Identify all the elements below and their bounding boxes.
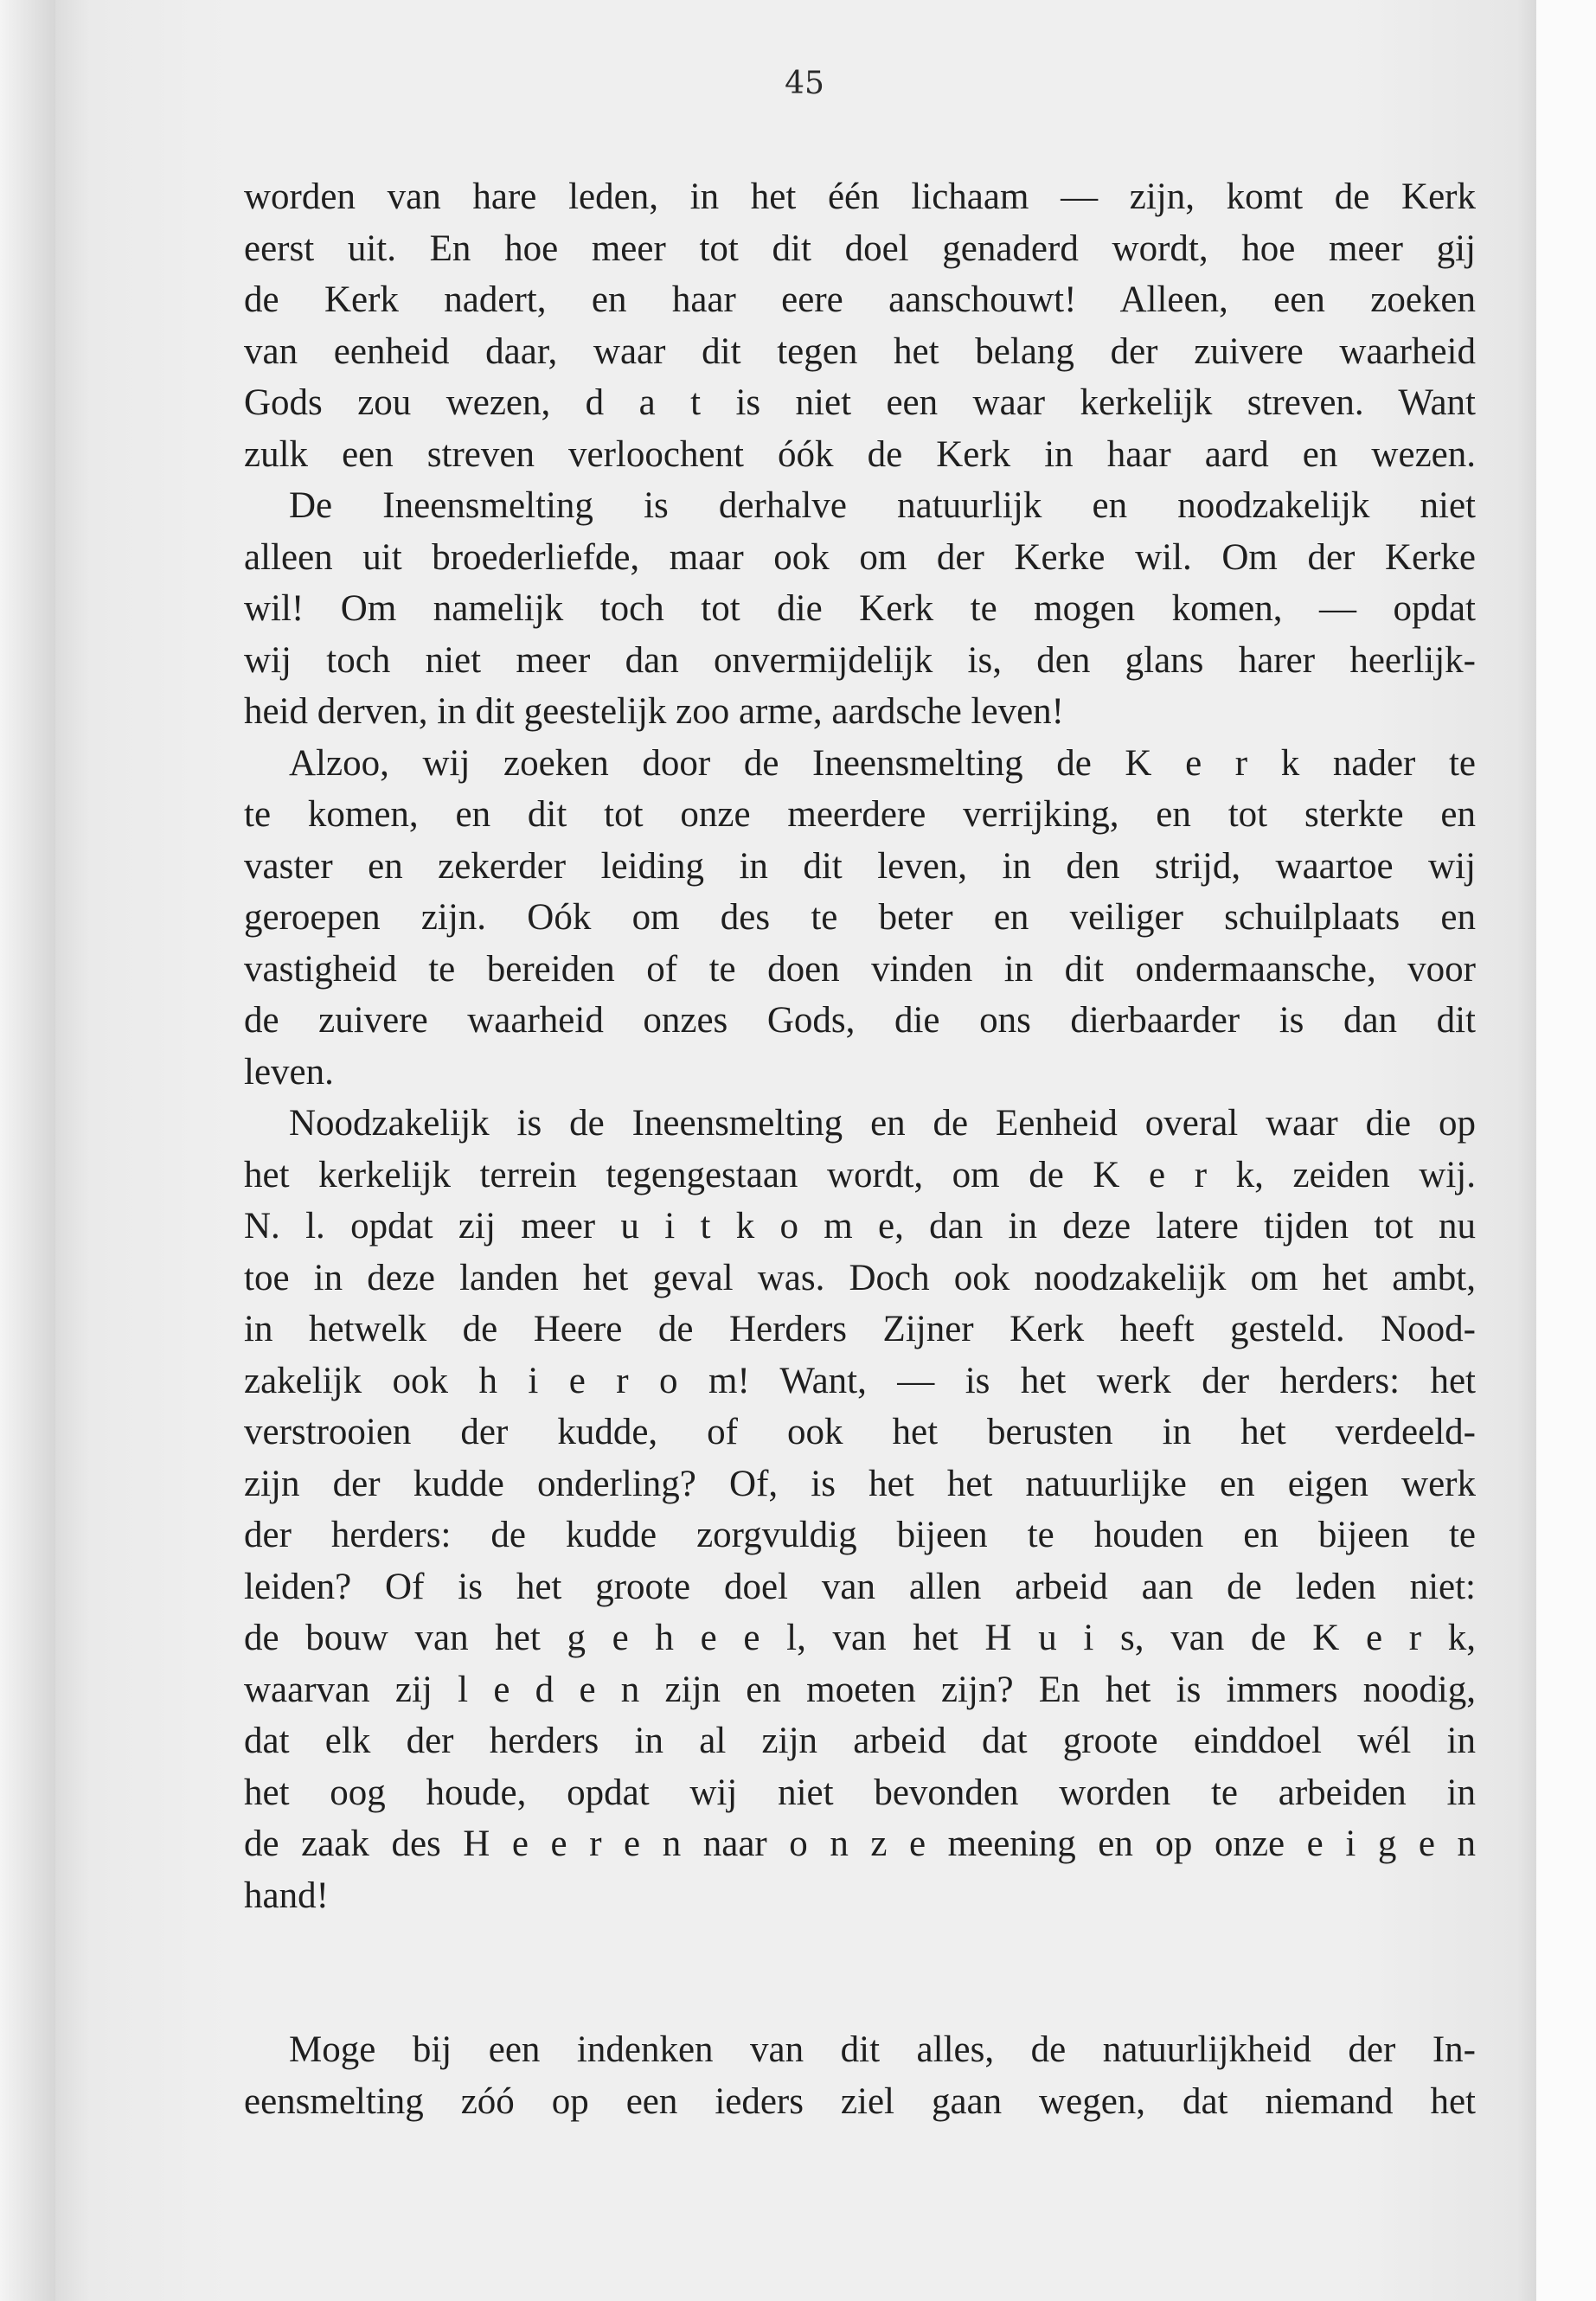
text-line: hand! — [244, 1875, 329, 1916]
text-line: toe in deze landen het geval was. Doch ook noodzakelijk om het ambt, — [244, 1257, 1476, 1298]
section-gap — [244, 1921, 1476, 2024]
body-text — [244, 171, 1476, 2127]
text-line: de zuivere waarheid onzes Gods, die ons dierbaarder is dan dit — [244, 1000, 1476, 1041]
text-line: Gods zou wezen, d a t is niet een waar kerkelijk streven. Want — [244, 382, 1476, 423]
text-line: N. l. opdat zij meer u i t k o m e, dan in deze latere tijden tot nu — [244, 1206, 1476, 1247]
text-line: de zaak des H e e r e n naar o n z e meening en op onze e i g e n — [244, 1823, 1476, 1864]
text-line: dat elk der herders in al zijn arbeid dat groote einddoel wél in — [244, 1721, 1476, 1761]
text-line: zakelijk ook h i e r o m! Want, — is het werk der herders: het — [244, 1360, 1476, 1401]
text-line: zijn der kudde onderling? Of, is het het natuurlijke en eigen werk — [244, 1463, 1476, 1504]
binding-shadow — [0, 0, 55, 2301]
text-line: verstrooien der kudde, of ook het berusten in het verdeeld- — [244, 1412, 1476, 1452]
text-line: vaster en zekerder leiding in dit leven, in den strijd, waartoe wij — [244, 845, 1476, 887]
text-line: wil! Om namelijk toch tot die Kerk te mogen komen, — opdat — [244, 588, 1476, 629]
text-line: zulk een streven verloochent óók de Kerk in haar aard en wezen. — [244, 433, 1476, 475]
text-line: leven. — [244, 1051, 334, 1093]
text-line: Noodzakelijk is de Ineensmelting en de Eenheid overal waar die op — [289, 1103, 1476, 1144]
text-line: heid derven, in dit geestelijk zoo arme, aardsche leven! — [244, 691, 1064, 732]
text-line: de Kerk nadert, en haar eere aanschouwt! Alleen, een zoeken — [244, 279, 1476, 320]
text-line: wij toch niet meer dan onvermijdelijk is, den glans harer heerlijk- — [244, 639, 1476, 681]
text-line: van eenheid daar, waar dit tegen het belang der zuivere waarheid — [244, 330, 1476, 372]
text-line: Moge bij een indenken van dit alles, de natuurlijkheid der In- — [289, 2029, 1476, 2070]
text-line: der herders: de kudde zorgvuldig bijeen te houden en bijeen te — [244, 1515, 1476, 1555]
text-line: eerst uit. En hoe meer tot dit doel genaderd wordt, hoe meer gij — [244, 228, 1476, 269]
text-line: worden van hare leden, in het één lichaam — zijn, komt de Kerk — [244, 176, 1476, 217]
text-line: De Ineensmelting is derhalve natuurlijk en noodzakelijk niet — [289, 485, 1476, 526]
page-number: 45 — [785, 66, 824, 101]
text-line: Alzoo, wij zoeken door de Ineensmelting de K e r k nader te — [289, 742, 1476, 784]
text-line: vastigheid te bereiden of te doen vinden in dit ondermaansche, voor — [244, 948, 1476, 990]
text-line: leiden? Of is het groote doel van allen arbeid aan de leden niet: — [244, 1566, 1476, 1607]
text-line: alleen uit broederliefde, maar ook om der Kerke wil. Om der Kerke — [244, 536, 1476, 578]
page-margin-right — [1536, 0, 1596, 2301]
text-line: eensmelting zóó op een ieders ziel gaan wegen, dat niemand het — [244, 2080, 1476, 2122]
text-line: geroepen zijn. Oók om des te beter en veiliger schuilplaats en — [244, 897, 1476, 938]
text-line: het oog houde, opdat wij niet bevonden worden te arbeiden in — [244, 1772, 1476, 1813]
text-line: de bouw van het g e h e e l, van het H u i s, van de K e r k, — [244, 1618, 1476, 1658]
text-line: in hetwelk de Heere de Herders Zijner Kerk heeft gesteld. Nood- — [244, 1309, 1476, 1349]
text-line: het kerkelijk terrein tegengestaan wordt, om de K e r k, zeiden wij. — [244, 1154, 1476, 1195]
text-line: waarvan zij l e d e n zijn en moeten zijn? En het is immers noodig, — [244, 1669, 1476, 1710]
text-line: te komen, en dit tot onze meerdere verrijking, en tot sterkte en — [244, 794, 1476, 835]
